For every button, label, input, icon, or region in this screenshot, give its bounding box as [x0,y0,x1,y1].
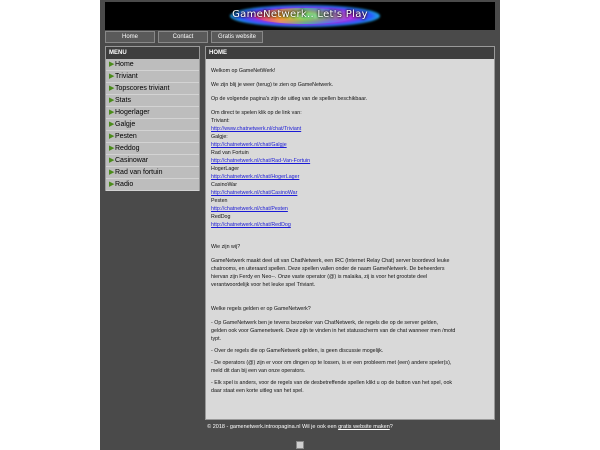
footer-text: © 2018 - gamenetwerk.introopagina.nl Wil je ook een [207,424,337,430]
sidebar-item-casinowar[interactable] [106,155,199,167]
nav-contact[interactable]: Contact [158,31,208,43]
site-banner [105,2,495,30]
sidebar-item-label: Casinowar [115,157,149,164]
main-content [206,59,494,395]
footer-link-gratis-website[interactable]: gratis website maken [338,424,390,430]
chevron-right-icon: ▶ [109,109,115,116]
chevron-right-icon: ▶ [109,169,115,176]
sidebar-item-rad-van-fortuin[interactable] [106,167,199,179]
chevron-right-icon: ▶ [109,61,115,68]
sidebar-menu [105,46,200,191]
intro-paragraph: We zijn blij je weer (terug) te zien op GameNetwerk. [211,82,334,88]
rules-title: Welke regels gelden er op GameNetwerk? [211,306,311,312]
sidebar-item-label: Triviant [115,73,138,80]
chevron-right-icon: ▶ [109,85,115,92]
game-link-hogerlager[interactable]: http://chatnetwerk.nl/chat/HogerLager [211,174,300,180]
footer [100,424,500,430]
rule-text: gelden ook voor Gamenetwerk. Deze zijn te vinden in het statusscherm van de chat wanneer men /motd [211,328,456,334]
footer-suffix: ? [389,424,393,430]
sidebar-item-label: Galgje [115,121,136,128]
game-link-casinowar[interactable]: http://chatnetwerk.nl/chat/CasinoWar [211,190,298,196]
game-name: CasinoWar [211,182,238,188]
sidebar-item-label: Stats [115,97,131,104]
rule-text: daar staat een korte uitleg van het spel. [211,388,304,394]
chevron-right-icon: ▶ [109,157,115,164]
who-text: chatrooms, en uiteraard spellen. Deze spellen vallen onder de naam GameNetwerk. De beheerders [211,266,445,272]
game-name: Triviant: [211,118,230,124]
game-link-rad-van-fortuin[interactable]: http://chatnetwerk.nl/chat/Rad-Van-Fortuin [211,158,311,164]
rule-text: - Op GameNetwerk ben je tevens bezoeker van ChatNetwerk, de regels die op de server gelden, [211,320,439,326]
sidebar-header: MENU [106,47,199,59]
game-link-pesten[interactable]: http://chatnetwerk.nl/chat/Pesten [211,206,288,212]
sidebar-item-label: Topscores triviant [115,85,170,92]
nav-gratis-website[interactable]: Gratis website [211,31,263,43]
sidebar-item-triviant[interactable] [106,71,199,83]
game-name: Pesten [211,198,228,204]
game-link-reddog[interactable]: http://chatnetwerk.nl/chat/RedDog [211,222,291,228]
sidebar-item-label: Reddog [115,145,140,152]
rule-text: - Over de regels die op GameNetwerk gelden, is geen discussie mogelijk. [211,348,384,354]
who-text: hiervan zijn Ferdy en Neo--. Onze vaste operator (@) is malaika, zij is voor het grootste deel [211,274,428,280]
chevron-right-icon: ▶ [109,97,115,104]
chevron-right-icon: ▶ [109,73,115,80]
game-name: Rad van Fortuin [211,150,249,156]
sidebar-item-label: Rad van fortuin [115,169,163,176]
sidebar-item-pesten[interactable] [106,131,199,143]
sidebar-item-label: Home [115,61,134,68]
links-intro: Om direct te spelen klik op de link van: [211,110,302,116]
who-text: verantwoordelijk voor het leuke spel Triviant. [211,282,316,288]
rule-text: meld dit dan bij een van onze operators. [211,368,306,374]
main-panel [205,46,495,420]
who-text: GameNetwerk maakt deel uit van ChatNetwerk, een IRC (Internet Relay Chat) server boordevol leuke [211,258,450,264]
chevron-right-icon: ▶ [109,181,115,188]
sidebar-item-topscores-triviant[interactable] [106,83,199,95]
rule-text: typt. [211,336,222,342]
sidebar-item-home[interactable] [106,59,199,71]
game-name: Galgje: [211,134,228,140]
sidebar-item-label: Radio [115,181,134,188]
sidebar-item-reddog[interactable] [106,143,199,155]
sidebar-item-label: Hogerlager [115,109,150,116]
chevron-right-icon: ▶ [109,145,115,152]
rule-text: - De operators (@) zijn er voor om dingen op te lossen, is er een probleem met (een) andere speler(s), [211,360,452,366]
game-link-galgje[interactable]: http://chatnetwerk.nl/chat/Galgje [211,142,287,148]
chevron-right-icon: ▶ [109,133,115,140]
game-name: HogerLager [211,166,239,172]
sidebar-item-stats[interactable] [106,95,199,107]
game-name: RedDog [211,214,231,220]
sidebar-item-label: Pesten [115,133,137,140]
rule-text: - Elk spel is anders, voor de regels van de desbetreffende spellen klikt u op de button van het spel, ook [211,380,453,386]
intro-paragraph: Op de volgende pagina's zijn de uitleg van de spellen beschikbaar. [211,96,368,102]
sidebar-item-hogerlager[interactable] [106,107,199,119]
sidebar-item-radio[interactable] [106,179,199,191]
sidebar-item-galgje[interactable] [106,119,199,131]
nav-home[interactable]: Home [105,31,155,43]
welcome-text: Welkom op GameNetWerk! [211,68,276,74]
game-link-triviant[interactable]: http://www.chatnetwerk.nl/chat/Triviant [211,126,302,132]
chevron-right-icon: ▶ [109,121,115,128]
who-title: Wie zijn wij? [211,244,241,250]
banner-title: GameNetwerk.. Let's Play [232,9,368,20]
footer-badge-icon[interactable] [296,441,304,449]
main-header: HOME [206,47,494,59]
